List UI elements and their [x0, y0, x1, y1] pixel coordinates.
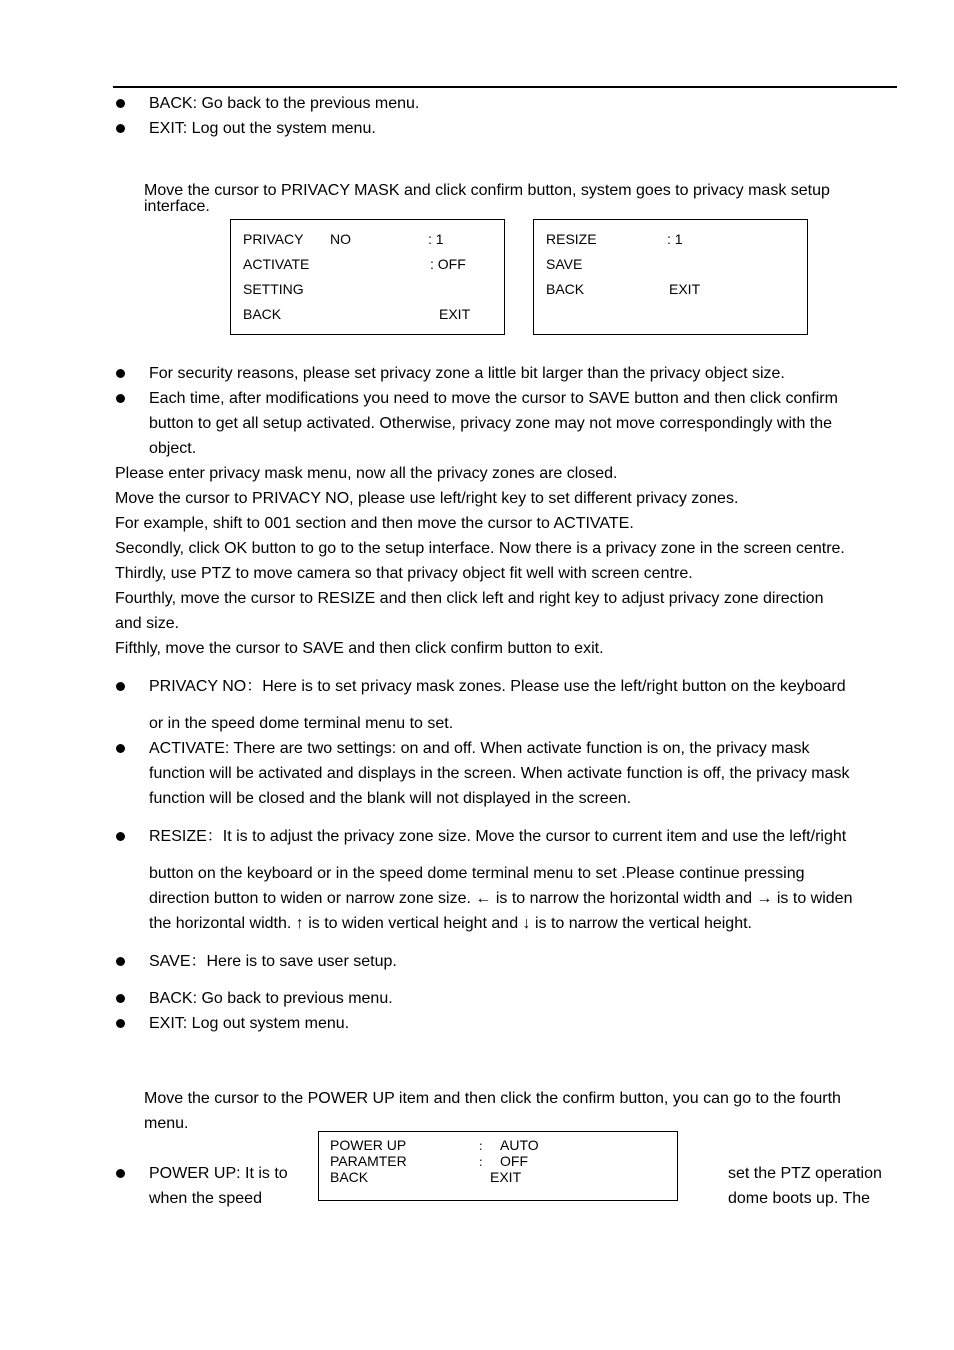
bullet-icon — [116, 744, 125, 753]
power-up-right-line1: set the PTZ operation — [728, 1165, 882, 1182]
def-resize-line1: RESIZE：It is to adjust the privacy zone size. Move the cursor to current item and use the left/right — [149, 828, 847, 845]
bullet-exit: EXIT: Log out the system menu. — [149, 120, 376, 137]
menu-label-power-up: POWER UP — [330, 1137, 407, 1153]
def-resize-line2: button on the keyboard or in the speed dome terminal menu to set .Please continue pressing — [149, 865, 805, 882]
step-line: For example, shift to 001 section and then move the cursor to ACTIVATE. — [115, 515, 634, 532]
menu-label-exit: EXIT — [439, 306, 471, 322]
power-up-menu-box — [318, 1131, 678, 1201]
menu-label-setting: SETTING — [243, 281, 304, 297]
def-resize-line3: direction button to widen or narrow zone size. ← is to narrow the horizontal width and → is to widen — [149, 890, 853, 907]
note-security: For security reasons, please set privacy zone a little bit larger than the privacy object size. — [149, 365, 785, 382]
privacy-intro-line1: Move the cursor to PRIVACY MASK and click confirm button, system goes to privacy mask setup — [144, 182, 830, 199]
menu-value-privacy-no: : 1 — [428, 231, 444, 247]
power-intro-line2: menu. — [144, 1115, 189, 1132]
resize-menu-box — [533, 219, 808, 335]
def-activate-line2: function will be activated and displays in the screen. When activate function is off, the privacy mask — [149, 765, 850, 782]
bullet-icon — [116, 1169, 125, 1178]
step-line: Thirdly, use PTZ to move camera so that privacy object fit well with screen centre. — [115, 565, 693, 582]
menu-label-back: BACK — [243, 306, 282, 322]
menu-label-back: BACK — [546, 281, 585, 297]
def-privacy-no-line1: PRIVACY NO：Here is to set privacy mask zones. Please use the left/right button on the keyboard — [149, 678, 846, 695]
def-back: BACK: Go back to previous menu. — [149, 990, 393, 1007]
menu-label-save: SAVE — [546, 256, 583, 272]
step-line: and size. — [115, 615, 180, 632]
menu-label-exit: EXIT — [490, 1169, 522, 1185]
note-save-line1: Each time, after modifications you need to move the cursor to SAVE button and then click confirm — [149, 390, 838, 407]
note-save-line2: button to get all setup activated. Otherwise, privacy zone may not move correspondingly with the — [149, 415, 833, 432]
menu-colon: ： — [478, 1155, 491, 1169]
bullet-icon — [116, 1019, 125, 1028]
privacy-menu-box — [230, 219, 505, 335]
def-privacy-no-line2: or in the speed dome terminal menu to set. — [149, 715, 454, 732]
step-line: Fifthly, move the cursor to SAVE and then click confirm button to exit. — [115, 640, 604, 657]
bullet-icon — [116, 369, 125, 378]
power-intro-line1: Move the cursor to the POWER UP item and then click the confirm button, you can go to the fourth — [144, 1090, 841, 1107]
bullet-icon — [116, 682, 125, 691]
menu-value-activate: : OFF — [430, 256, 466, 272]
def-exit: EXIT: Log out system menu. — [149, 1015, 350, 1032]
bullet-icon — [116, 394, 125, 403]
menu-label-paramter: PARAMTER — [330, 1153, 407, 1169]
def-activate-line1: ACTIVATE: There are two settings: on and off. When activate function is on, the privacy mask — [149, 740, 810, 757]
menu-value-paramter: OFF — [500, 1153, 528, 1169]
power-up-right-line2: dome boots up. The — [728, 1190, 871, 1207]
step-line: Move the cursor to PRIVACY NO, please use left/right key to set different privacy zones. — [115, 490, 739, 507]
menu-value-resize: : 1 — [667, 231, 683, 247]
menu-label-activate: ACTIVATE — [243, 256, 310, 272]
header-rule — [113, 86, 897, 88]
menu-label-back: BACK — [330, 1169, 369, 1185]
power-up-left-line2: when the speed — [149, 1190, 262, 1207]
privacy-intro-line2: interface. — [144, 198, 210, 215]
def-resize-line4: the horizontal width. ↑ is to widen vertical height and ↓ is to narrow the vertical height. — [149, 915, 752, 932]
def-save: SAVE：Here is to save user setup. — [149, 953, 397, 970]
menu-colon: ： — [478, 1139, 491, 1153]
note-save-line3: object. — [149, 440, 197, 457]
menu-label-privacy: PRIVACY — [243, 231, 304, 247]
menu-label-resize: RESIZE — [546, 231, 597, 247]
bullet-icon — [116, 994, 125, 1003]
bullet-icon — [116, 99, 125, 108]
menu-label-no: NO — [330, 231, 351, 247]
menu-value-power-up: AUTO — [500, 1137, 539, 1153]
def-activate-line3: function will be closed and the blank will not displayed in the screen. — [149, 790, 632, 807]
bullet-icon — [116, 832, 125, 841]
bullet-back: BACK: Go back to the previous menu. — [149, 95, 420, 112]
power-up-left-line1: POWER UP: It is to — [149, 1165, 288, 1182]
bullet-icon — [116, 124, 125, 133]
step-line: Please enter privacy mask menu, now all the privacy zones are closed. — [115, 465, 618, 482]
bullet-icon — [116, 957, 125, 966]
menu-label-exit: EXIT — [669, 281, 701, 297]
step-line: Fourthly, move the cursor to RESIZE and then click left and right key to adjust privacy zone direction — [115, 590, 824, 607]
step-line: Secondly, click OK button to go to the setup interface. Now there is a privacy zone in the screen centre. — [115, 540, 845, 557]
